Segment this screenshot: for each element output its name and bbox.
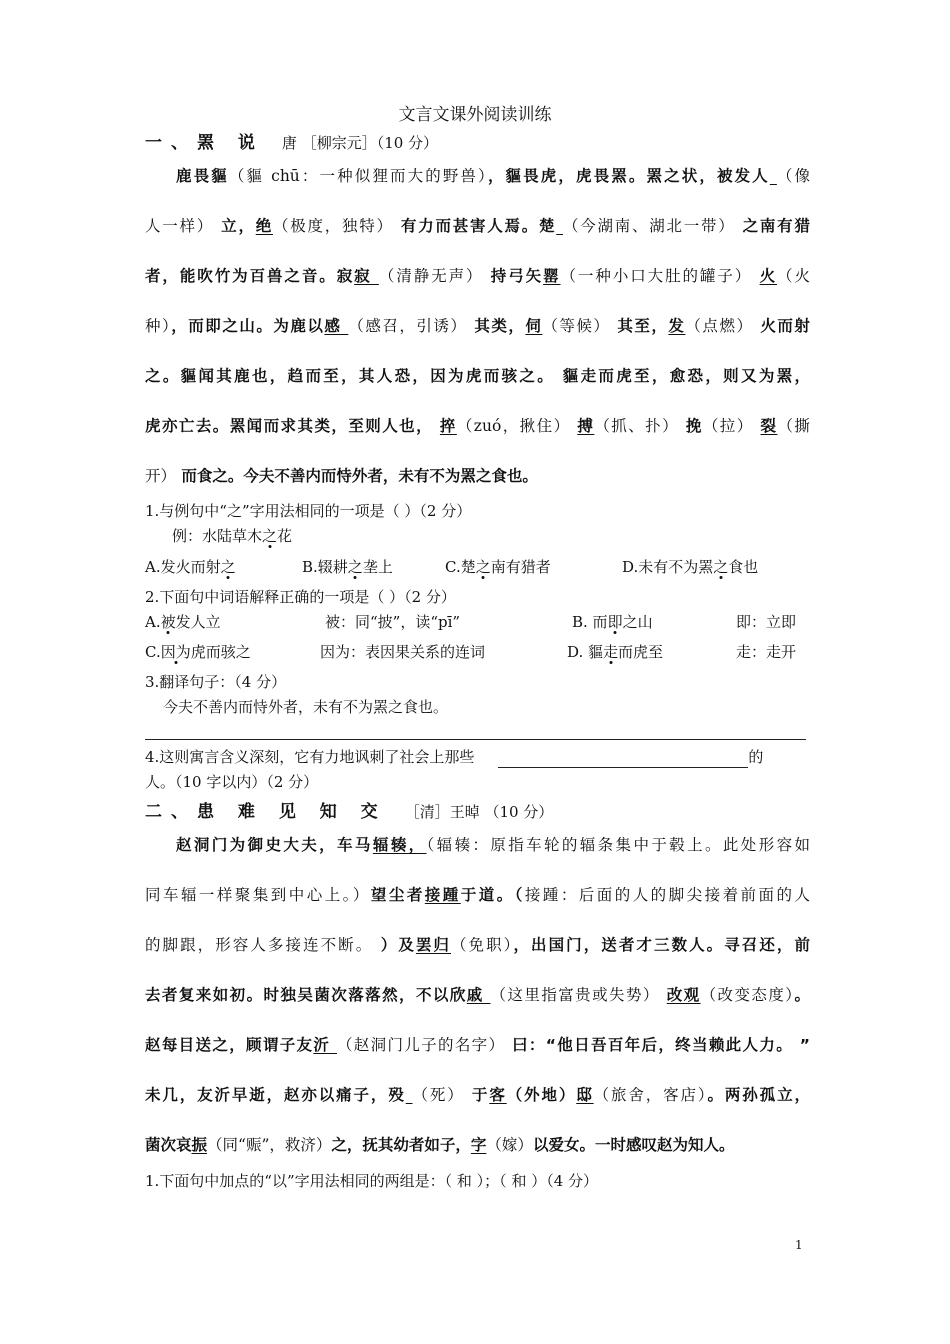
passage-text: 虎亦亡去。罴闻而求其类，至则人也， — [145, 417, 440, 435]
s1-q2-option-d-gloss: 走：走开 — [736, 643, 797, 661]
passage-text: 火而射 — [753, 317, 810, 335]
s1-passage-line — [145, 414, 810, 464]
s1-passage-line — [145, 214, 810, 264]
underlined-word — [406, 1086, 413, 1104]
gloss-text: （清静无声） — [378, 267, 484, 285]
passage-text: 赵洞门为御史大夫，车马 — [176, 836, 373, 854]
s1-q1-option-d: D.未有不为罴之食也 — [622, 558, 759, 576]
section-1-meta: 唐 ［柳宗元］（10 分） — [281, 134, 439, 152]
s2-passage-line — [145, 833, 810, 883]
section-2-heading: 二、患 难 见 知 交 — [145, 802, 387, 822]
gloss-text: （死） — [412, 1086, 465, 1104]
s1-passage-line — [145, 164, 810, 214]
passage-text: 之南有猎 — [735, 217, 810, 235]
underlined-word: 邸 — [576, 1086, 594, 1104]
s1-q1-option-b: B.辍耕之垄上 — [302, 558, 393, 576]
gloss-text: （免职） — [451, 936, 514, 954]
underlined-word: 改观 — [666, 986, 701, 1004]
underlined-word: 振 — [191, 1136, 208, 1154]
s1-passage-line — [145, 314, 810, 364]
underlined-word: 客 — [489, 1086, 507, 1104]
s2-passage-line — [145, 983, 810, 1033]
s1-q1-option-a: A.发火而射之 — [145, 558, 236, 576]
gloss-text: （感召，引诱） — [348, 317, 468, 335]
s1-q2-option-a: A.被发人立 — [145, 613, 221, 631]
s1-q4-note: 人。（10 字以内）（2 分） — [145, 773, 319, 791]
gloss-text: （这里指富贵或失势） — [490, 986, 660, 1004]
section-1-passage — [145, 164, 810, 514]
passage-text: 其至， — [610, 317, 669, 335]
underlined-word — [770, 167, 777, 185]
underlined-word: 伺 — [525, 317, 543, 335]
passage-text: ）及 — [373, 936, 416, 954]
underlined-word: 发 — [668, 317, 686, 335]
gloss-text: （赵洞门儿子的名字） — [336, 1036, 506, 1054]
gloss-text: （貙 chū：一种似狸而大的野兽） — [228, 167, 488, 185]
gloss-text: （一种小口大肚的罐子） — [560, 267, 753, 285]
passage-text — [754, 417, 761, 435]
underlined-word: 戚 — [466, 986, 491, 1004]
gloss-text: （像 — [776, 167, 810, 185]
passage-text: 望尘者 — [370, 886, 425, 904]
gloss-text: （拉） — [702, 417, 754, 435]
gloss-text: 同车辐一样聚集到中心上。） — [145, 886, 371, 904]
gloss-text: （旅舍，客店） — [593, 1086, 708, 1104]
s2-passage-line — [145, 883, 810, 933]
underlined-word: 罢归 — [415, 936, 451, 954]
answer-blank[interactable] — [498, 751, 748, 768]
s1-question-4 — [145, 746, 763, 768]
passage-text: 之。貙闻其鹿也，趋而至，其人恐，因为虎而骇之。 貙走而虎至，愈恐，则又为罴， — [145, 367, 810, 385]
s2-passage-line — [145, 1033, 810, 1083]
s1-q3-sentence: 今夫不善内而恃外者，未有不为罴之食也。 — [163, 698, 449, 716]
passage-text — [752, 267, 759, 285]
passage-text: 持弓矢 — [483, 267, 544, 285]
passage-text: 。 — [794, 986, 810, 1004]
gloss-text: （zuó，揪住） — [456, 417, 571, 435]
s1-q2-option-b-gloss: 即：立即 — [736, 613, 797, 631]
gloss-text: （点燃） — [685, 317, 754, 335]
s2-passage-line — [145, 1083, 810, 1133]
s1-q4-text: 4.这则寓言含义深刻，它有力地讽刺了社会上那些 — [145, 748, 475, 766]
s1-question-3: 3.翻译句子：（4 分） — [145, 673, 287, 691]
gloss-text: （今湖南、湖北一带） — [562, 217, 736, 235]
underlined-word: 接踵 — [424, 886, 461, 904]
underlined-word: 火 — [759, 267, 778, 285]
passage-text — [660, 986, 667, 1004]
passage-text: 于道。（ — [460, 886, 525, 904]
section-2-header — [145, 797, 553, 822]
passage-text: 赵每目送之，顾谓子友 — [145, 1036, 314, 1054]
passage-text: 有力而甚害人焉。楚 — [393, 217, 557, 235]
s2-passage-line — [145, 933, 810, 983]
s1-passage-line — [145, 264, 810, 314]
underlined-word: 感 — [324, 317, 349, 335]
gloss-text: 接踵：后面的人的脚尖接着前面的人 — [524, 886, 810, 904]
section-1-heading: 一、罴 说 — [145, 133, 264, 153]
gloss-text: （火 — [777, 267, 810, 285]
s1-q2-option-b: B. 而即之山 — [572, 613, 653, 631]
gloss-text: （辐辏：原指车轮的辐条集中于毂上。此处形容如 — [426, 836, 810, 854]
gloss-text: 开） — [145, 467, 177, 485]
gloss-text: （等候） — [542, 317, 611, 335]
passage-text: 去者复来如初。时独吴菌次落落然，不以欣 — [145, 986, 467, 1004]
gloss-text: （改变态度） — [700, 986, 795, 1004]
s1-q1-option-c: C.楚之南有猎者 — [445, 558, 551, 576]
s1-question-1: 1.与例句中“之”字用法相同的一项是（ ）（2 分） — [145, 502, 472, 520]
s1-question-2: 2.下面句中词语解释正确的一项是（ ）（2 分） — [145, 588, 456, 606]
s1-q2-option-c-gloss: 因为：表因果关系的连词 — [320, 643, 486, 661]
underlined-word: 沂 — [313, 1036, 337, 1054]
passage-text: 未几，友沂早逝，赵亦以痛子，殁 — [145, 1086, 406, 1104]
s1-q2-option-d: D. 貙走而虎至 — [567, 643, 664, 661]
underlined-word: 捽 — [439, 417, 457, 435]
s1-q2-option-a-gloss: 被：同“披”，读“pī” — [325, 613, 461, 631]
passage-text: 而食之。今夫不善内而恃外者，未有不为罴之食也。 — [176, 467, 538, 485]
gloss-text: （同“赈”，救济） — [207, 1136, 332, 1154]
s1-q2-option-c: C.因为虎而骇之 — [145, 643, 251, 661]
answer-line[interactable] — [145, 739, 806, 740]
underlined-word: 辐辏， — [372, 836, 427, 854]
gloss-text: 种） — [145, 317, 172, 335]
passage-text: 其类， — [467, 317, 526, 335]
passage-text: ，貙畏虎，虎畏罴。罴之状，被发人 — [487, 167, 770, 185]
passage-text: 菌次哀 — [145, 1136, 192, 1154]
underlined-word — [556, 217, 563, 235]
passage-text: 挽 — [679, 417, 703, 435]
underlined-word: 罂 — [543, 267, 561, 285]
section-2-passage — [145, 833, 810, 1183]
passage-text: 立， — [214, 217, 256, 235]
underlined-word: 裂 — [760, 417, 778, 435]
document-title: 文言文课外阅读训练 — [398, 105, 552, 125]
passage-text: 以爱女。一时感叹赵为知人。 — [532, 1136, 735, 1154]
passage-text: 之，抚其幼者如子， — [331, 1136, 471, 1154]
passage-text: ，而即之山。为鹿以 — [171, 317, 325, 335]
passage-text: ，出国门，送者才三数人。寻召还，前 — [513, 936, 810, 954]
gloss-text: （嫁） — [486, 1136, 533, 1154]
gloss-text: （极度，独特） — [272, 217, 394, 235]
s1-q1-example: 例：水陆草木之花 — [172, 527, 293, 545]
passage-text: 。两孙孤立， — [707, 1086, 810, 1104]
underlined-word: 字 — [470, 1136, 487, 1154]
gloss-text: 的脚跟，形容人多接连不断。 — [145, 936, 374, 954]
passage-text: （外地） — [506, 1086, 577, 1104]
gloss-text: （抓、扑） — [594, 417, 680, 435]
gloss-text: 人一样） — [145, 217, 215, 235]
underlined-word: 寂 — [354, 267, 379, 285]
section-2-meta: ［清］王晫 （10 分） — [404, 803, 554, 821]
passage-text: 于 — [464, 1086, 490, 1104]
s1-q4-suffix: 的 — [748, 748, 764, 766]
underlined-word: 搏 — [577, 417, 595, 435]
page-number: 1 — [795, 1238, 803, 1252]
section-1-header — [145, 128, 438, 153]
s2-question-1: 1.下面句中加点的“以”字用法相同的两组是：（ 和 ）；（ 和 ）（4 分） — [145, 1172, 599, 1190]
passage-text: 曰：“他日吾百年后，终当赖此人力。 ” — [505, 1036, 810, 1054]
underlined-word: 绝 — [255, 217, 273, 235]
passage-text: 鹿畏貙 — [176, 167, 229, 185]
s1-passage-line — [145, 364, 810, 414]
gloss-text: （撕 — [777, 417, 810, 435]
passage-text: 者，能吹竹为百兽之音。寂 — [145, 267, 355, 285]
